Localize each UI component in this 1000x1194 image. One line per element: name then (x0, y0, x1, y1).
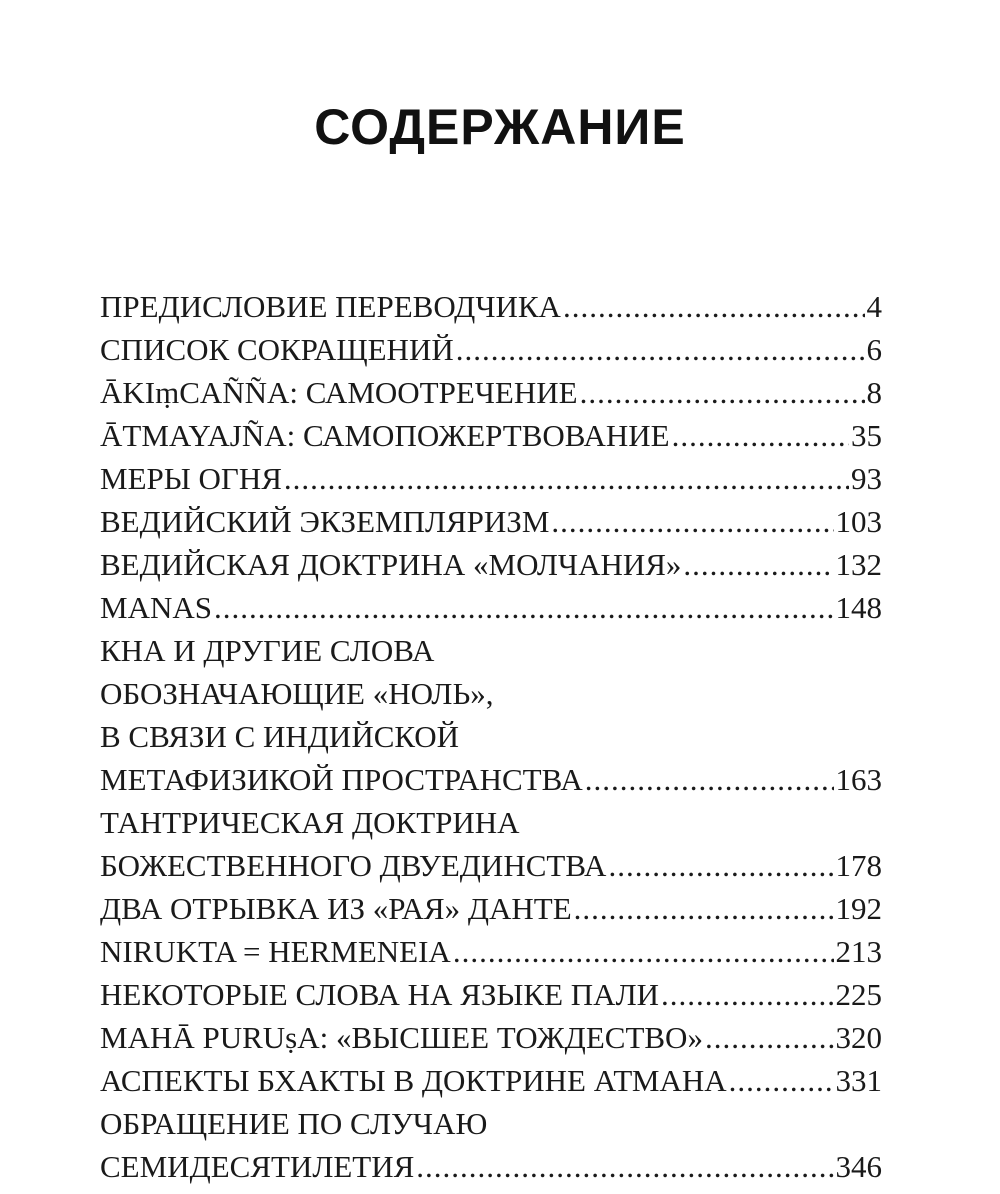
toc-entry-title: ТАНТРИЧЕСКАЯ ДОКТРИНА (100, 805, 520, 840)
toc-page-number: 331 (835, 1063, 882, 1098)
toc-page-number: 93 (851, 461, 882, 496)
dot-leader (284, 457, 849, 500)
toc-page-number: 148 (835, 590, 882, 625)
toc-entry-title: ВЕДИЙСКИЙ ЭКЗЕМПЛЯРИЗМ (100, 504, 550, 539)
toc-entry-line (100, 973, 882, 1016)
toc-entry-title: МЕТАФИЗИКОЙ ПРОСТРАНСТВА (100, 762, 583, 797)
toc-entry-title: ĀKIṃCAÑÑA: САМООТРЕЧЕНИЕ (100, 375, 578, 410)
toc-page-number: 163 (835, 762, 882, 797)
dot-leader (563, 285, 865, 328)
toc-page-number: 192 (835, 891, 882, 926)
toc-entry (100, 1016, 882, 1059)
toc-entry-line (100, 629, 882, 672)
dot-leader (729, 1059, 834, 1102)
toc-entry (100, 328, 882, 371)
toc-entry-line (100, 930, 882, 973)
toc-entry-title: ПРЕДИСЛОВИЕ ПЕРЕВОДЧИКА (100, 289, 561, 324)
dot-leader (453, 930, 834, 973)
toc-page-number: 213 (835, 934, 882, 969)
toc-page-number: 103 (835, 504, 882, 539)
toc-page-number: 35 (851, 418, 882, 453)
dot-leader (672, 414, 849, 457)
dot-leader (705, 1016, 834, 1059)
toc-entry (100, 543, 882, 586)
toc-entry-line (100, 801, 882, 844)
dot-leader (585, 758, 834, 801)
toc-entry-line (100, 1145, 882, 1188)
toc-entry-line (100, 457, 882, 500)
dot-leader (608, 844, 833, 887)
toc-entry-title: НЕКОТОРЫЕ СЛОВА НА ЯЗЫКЕ ПАЛИ (100, 977, 659, 1012)
toc-entry-title: MANAS (100, 590, 212, 625)
toc-entry-line (100, 586, 882, 629)
toc-entry-title: ДВА ОТРЫВКА ИЗ «РАЯ» ДАНТЕ (100, 891, 572, 926)
toc-entry (100, 1059, 882, 1102)
toc-entry-title: МЕРЫ ОГНЯ (100, 461, 282, 496)
toc-entry-line (100, 285, 882, 328)
toc-entry (100, 801, 882, 887)
toc-entry (100, 1102, 882, 1188)
toc-entry-title: КНА И ДРУГИЕ СЛОВА (100, 633, 435, 668)
toc-entry (100, 930, 882, 973)
toc-page-number: 6 (866, 332, 882, 367)
toc-page-number: 132 (835, 547, 882, 582)
dot-leader (661, 973, 834, 1016)
toc-entry-line (100, 1059, 882, 1102)
toc-entry (100, 629, 882, 801)
dot-leader (214, 586, 834, 629)
toc-entry-line (100, 672, 882, 715)
dot-leader (456, 328, 865, 371)
toc-entry-title: ВЕДИЙСКАЯ ДОКТРИНА «МОЛЧАНИЯ» (100, 547, 682, 582)
toc-entry (100, 500, 882, 543)
toc-entry-title: АСПЕКТЫ БХАКТЫ В ДОКТРИНЕ АТМАНА (100, 1063, 727, 1098)
toc-page-number: 225 (835, 977, 882, 1012)
toc-entry-line (100, 371, 882, 414)
toc-entry-line (100, 500, 882, 543)
toc-entry-line (100, 543, 882, 586)
toc-entry (100, 414, 882, 457)
toc-entry (100, 586, 882, 629)
toc-entry-title: MAHĀ PURUṣA: «ВЫСШЕЕ ТОЖДЕСТВО» (100, 1020, 703, 1055)
dot-leader (683, 543, 833, 586)
toc-entry-title: ОБОЗНАЧАЮЩИЕ «НОЛЬ», (100, 676, 494, 711)
toc-entry-line (100, 1102, 882, 1145)
toc-entry (100, 371, 882, 414)
toc-entry-title: ĀTMAYAJÑA: САМОПОЖЕРТВОВАНИЕ (100, 418, 670, 453)
toc-entry-title: СПИСОК СОКРАЩЕНИЙ (100, 332, 454, 367)
toc-entry (100, 457, 882, 500)
toc-entry-line (100, 414, 882, 457)
dot-leader (416, 1145, 833, 1188)
toc-entry-line (100, 758, 882, 801)
toc-entry (100, 285, 882, 328)
toc-entry-line (100, 844, 882, 887)
toc-entry-line (100, 328, 882, 371)
toc-entry-title: NIRUKTA = HERMENEIA (100, 934, 451, 969)
toc-entry-line (100, 887, 882, 930)
toc-page-number: 346 (835, 1149, 882, 1184)
toc-page-number: 8 (866, 375, 882, 410)
dot-leader (580, 371, 865, 414)
toc-entry-title: БОЖЕСТВЕННОГО ДВУЕДИНСТВА (100, 848, 607, 883)
page-title: СОДЕРЖАНИЕ (314, 99, 686, 155)
toc-entry (100, 973, 882, 1016)
dot-leader (551, 500, 833, 543)
toc-entry-title: ОБРАЩЕНИЕ ПО СЛУЧАЮ (100, 1106, 488, 1141)
toc-page-number: 320 (835, 1020, 882, 1055)
dot-leader (574, 887, 834, 930)
toc-entry-title: В СВЯЗИ С ИНДИЙСКОЙ (100, 719, 460, 754)
toc-page-number: 178 (835, 848, 882, 883)
toc-entry-line (100, 715, 882, 758)
toc-entry-line (100, 1016, 882, 1059)
toc-entry-title: СЕМИДЕСЯТИЛЕТИЯ (100, 1149, 415, 1184)
table-of-contents (100, 285, 882, 1188)
toc-entry (100, 887, 882, 930)
toc-page-number: 4 (866, 289, 882, 324)
